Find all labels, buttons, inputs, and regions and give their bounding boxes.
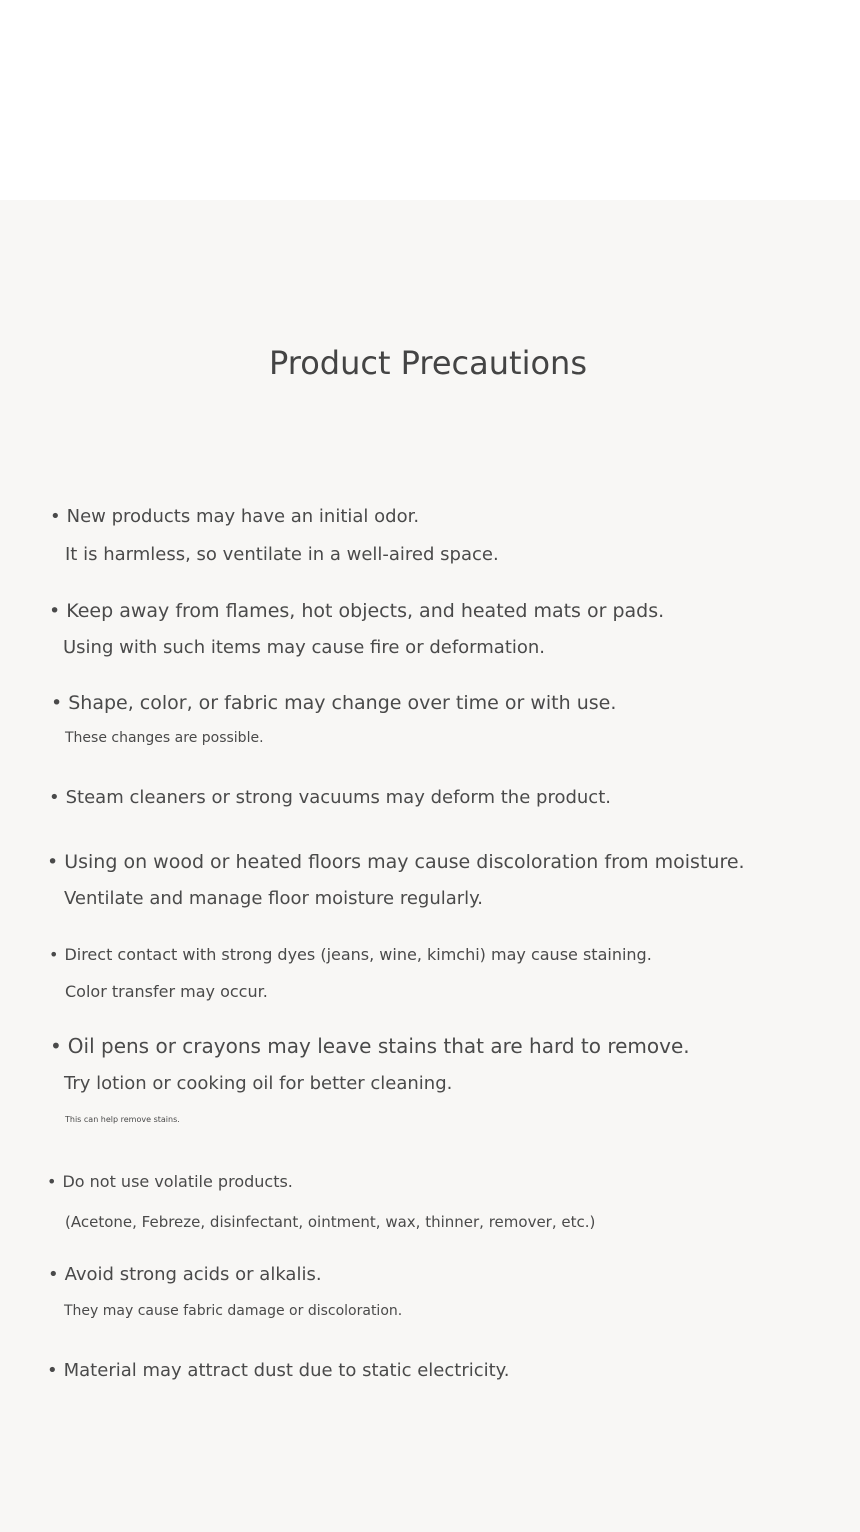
bullet-icon: • xyxy=(49,600,61,622)
precaution-text: Steam cleaners or strong vacuums may deform the product. xyxy=(65,787,611,808)
bullet-icon: • xyxy=(48,1264,59,1285)
precaution-text: New products may have an initial odor. xyxy=(66,506,420,527)
bullet-icon: • xyxy=(50,506,61,527)
precaution-detail-9: They may cause fabric damage or discoloration. xyxy=(64,1303,403,1319)
bullet-icon: • xyxy=(51,692,63,714)
page-title: Product Precautions xyxy=(269,344,587,382)
precaution-note-7: This can help remove stains. xyxy=(65,1115,180,1124)
precaution-detail-5: Ventilate and manage floor moisture regularly. xyxy=(64,888,483,909)
precaution-item-2 xyxy=(49,600,664,623)
precaution-text: Direct contact with strong dyes (jeans, wine, kimchi) may cause staining. xyxy=(64,945,652,964)
precaution-text: Shape, color, or fabric may change over time or with use. xyxy=(68,692,617,714)
precaution-item-4 xyxy=(49,787,611,809)
precaution-detail-3: These changes are possible. xyxy=(65,730,264,746)
bullet-icon: • xyxy=(47,1172,57,1191)
bullet-icon: • xyxy=(47,1360,58,1381)
precaution-text: Material may attract dust due to static electricity. xyxy=(63,1360,510,1381)
precaution-detail-6: Color transfer may occur. xyxy=(65,982,268,1001)
precaution-item-10 xyxy=(47,1360,510,1382)
bullet-icon: • xyxy=(49,787,60,808)
precaution-detail-2: Using with such items may cause fire or deformation. xyxy=(63,637,546,658)
precaution-text: Using on wood or heated floors may cause discoloration from moisture. xyxy=(64,851,745,873)
precaution-item-7 xyxy=(50,1034,690,1058)
precaution-item-8 xyxy=(47,1172,293,1191)
bullet-icon: • xyxy=(50,1034,62,1058)
precaution-item-9 xyxy=(48,1264,322,1286)
bullet-icon: • xyxy=(49,945,59,964)
bullet-icon: • xyxy=(47,851,59,873)
precaution-item-5 xyxy=(47,851,745,874)
precaution-text: Do not use volatile products. xyxy=(62,1172,293,1191)
precaution-detail-1: It is harmless, so ventilate in a well-aired space. xyxy=(65,544,499,565)
precaution-text: Keep away from flames, hot objects, and heated mats or pads. xyxy=(66,600,665,622)
precaution-detail-8: (Acetone, Febreze, disinfectant, ointment, wax, thinner, remover, etc.) xyxy=(65,1213,596,1231)
precaution-item-3 xyxy=(51,692,616,715)
precaution-text: Avoid strong acids or alkalis. xyxy=(64,1264,322,1285)
precaution-text: Oil pens or crayons may leave stains that are hard to remove. xyxy=(67,1034,690,1058)
precaution-item-1 xyxy=(50,506,419,528)
precaution-detail-7: Try lotion or cooking oil for better cleaning. xyxy=(64,1073,453,1094)
top-blank-area xyxy=(0,0,860,200)
precaution-item-6 xyxy=(49,945,652,964)
